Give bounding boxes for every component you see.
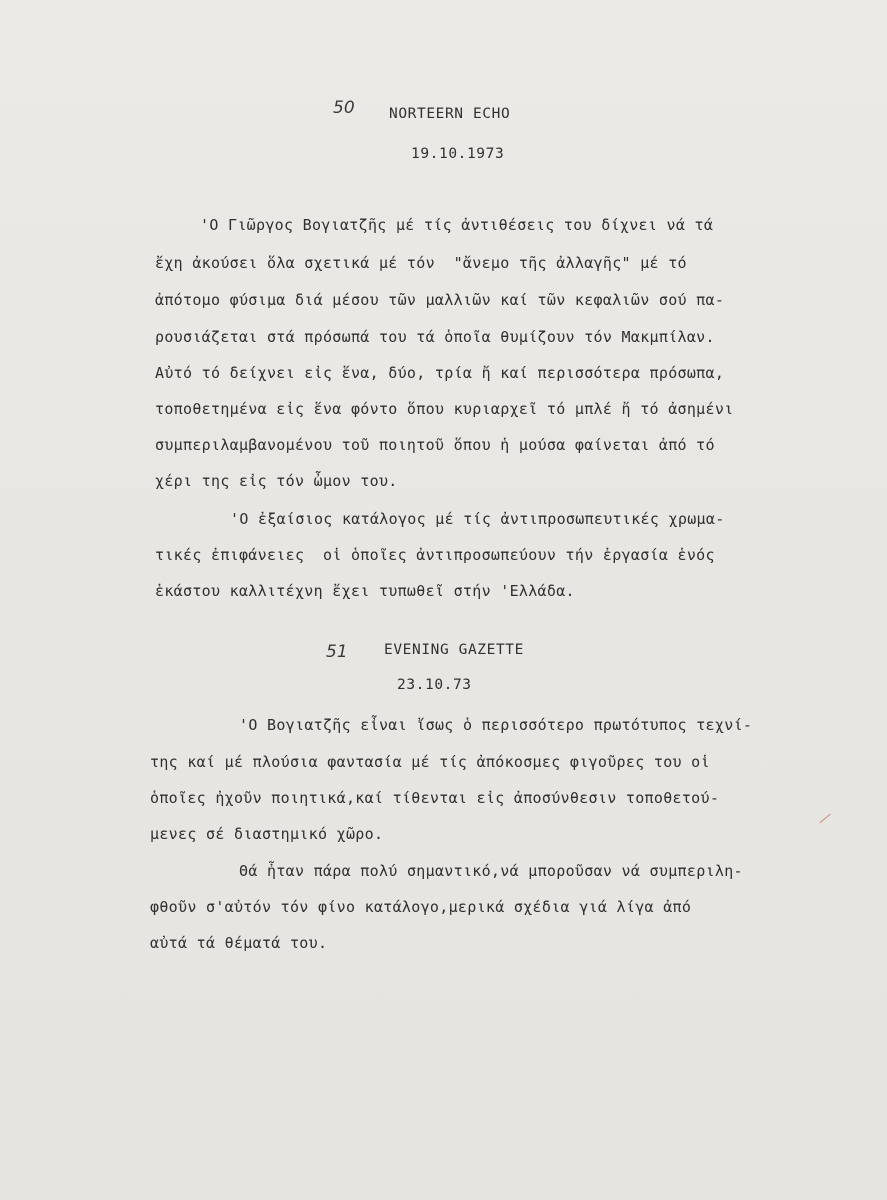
article2-source: EVENING GAZETTE [384,642,524,658]
page-number-51: 51 [326,642,348,662]
article1-line: ἀπότομο φύσιμα διά μέσου τῶν μαλλιῶν καί τῶν κεφαλιῶν σού πα- [155,291,725,309]
article2-line: φθοῦν σ'αὐτόν τόν φίνο κατάλογο,μερικά σχέδια γιά λίγα ἀπό [150,898,692,916]
article1-line: τοποθετημένα εἰς ἕνα φόντο ὅπου κυριαρχεῖ τό μπλέ ἤ τό ἀσημένι [155,400,734,418]
article1-line: 'Ο ἐξαίσιος κατάλογος μέ τίς ἀντιπροσωπευτικές χρωμα- [230,510,725,528]
margin-mark [819,814,830,824]
article1-line: Αὐτό τό δείχνει εἰς ἕνα, δύο, τρία ἤ καί περισσότερα πρόσωπα, [155,364,725,382]
article2-line: Θά ἦταν πάρα πολύ σημαντικό,νά μποροῦσαν νά συμπεριλη- [239,862,743,880]
page-number-50: 50 [333,98,355,118]
article1-line: χέρι της εἰς τόν ὦμον του. [155,472,398,490]
article1-line: τικές ἐπιφάνειες οἱ ὁποῖες ἀντιπροσωπεύουν τήν ἐργασία ἑνός [155,546,715,564]
article2-line: της καί μέ πλούσια φαντασία μέ τίς ἀπόκοσμες φιγοῦρες του οἱ [150,753,710,771]
article1-line: 'Ο Γιῶργος Βογιατζῆς μέ τίς ἀντιθέσεις του δίχνει νά τά [200,216,714,234]
article2-line: αὐτά τά θέματά του. [150,934,328,952]
article2-date: 23.10.73 [397,677,472,693]
article1-line: ρουσιάζεται στά πρόσωπά του τά ὁποῖα θυμίζουν τόν Μακμπίλαν. [155,328,715,346]
article2-line: 'Ο Βογιατζῆς εἶναι ἴσως ὁ περισσότερο πρωτότυπος τεχνί- [239,716,753,734]
article1-line: συμπεριλαμβανομένου τοῦ ποιητοῦ ὅπου ἡ μούσα φαίνεται ἀπό τό [155,436,715,454]
article2-line: ὁποῖες ἠχοῦν ποιητικά,καί τίθενται εἰς ἀποσύνθεσιν τοποθετού- [150,789,720,807]
article1-date: 19.10.1973 [411,146,505,162]
article1-line: ἑκάστου καλλιτέχνη ἔχει τυπωθεῖ στήν 'Ελλάδα. [155,582,575,600]
article2-line: μενες σέ διαστημικό χῶρο. [150,825,384,843]
article1-line: ἔχη ἀκούσει ὅλα σχετικά μέ τόν "ἄνεμο τῆς ἀλλαγῆς" μέ τό [155,254,687,272]
article1-source: NORTEERN ECHO [389,106,511,122]
